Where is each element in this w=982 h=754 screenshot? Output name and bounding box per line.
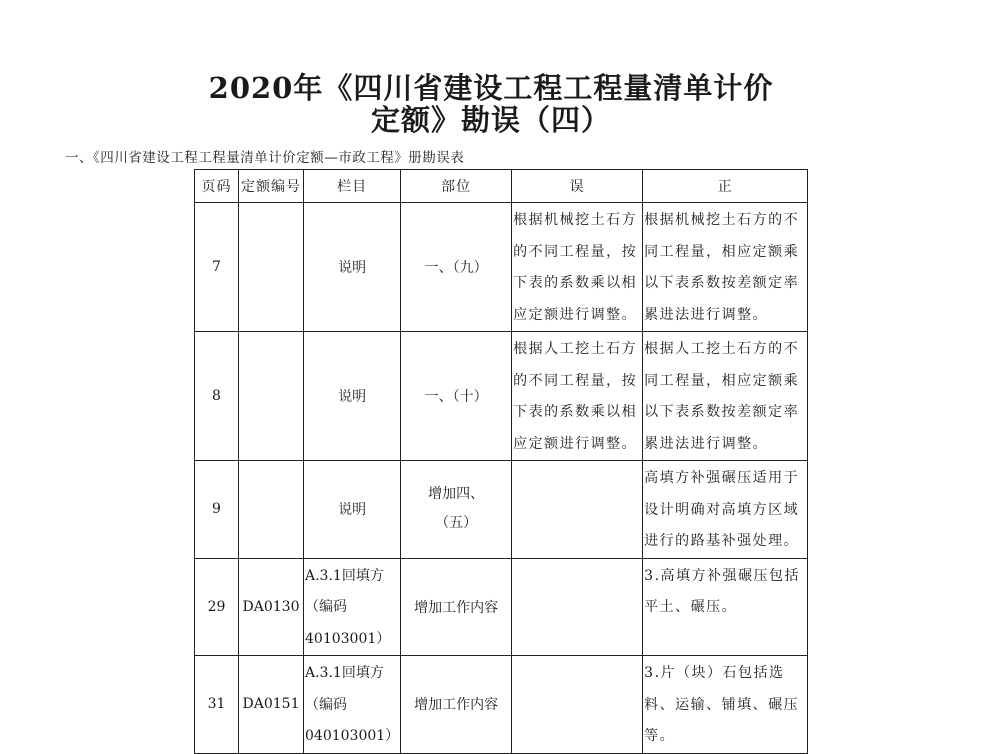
- table-header-row: [195, 170, 808, 203]
- table-row: [195, 461, 808, 559]
- document-title-line-2: 定额》勘误（四）: [370, 103, 611, 137]
- cell-page: 7: [195, 203, 239, 332]
- cell-position: 一、（十）: [401, 332, 512, 461]
- errata-table: [194, 169, 808, 754]
- cell-right: [643, 656, 808, 754]
- header-wrong: 误: [512, 170, 643, 203]
- cell-right-text: 3.高填方补强碾压包括 平土、碾压。: [644, 567, 801, 615]
- header-right: 正: [643, 170, 808, 203]
- document-title-line-1: 2020年《四川省建设工程工程量清单计价: [208, 71, 774, 105]
- cell-position: 增加工作内容: [401, 558, 512, 656]
- cell-code: [239, 461, 304, 559]
- cell-code: DA0130: [239, 558, 304, 656]
- cell-wrong: [512, 332, 643, 461]
- cell-page: 31: [195, 656, 239, 754]
- cell-position: 增加工作内容: [401, 656, 512, 754]
- cell-wrong: [512, 558, 643, 656]
- cell-right: [643, 558, 808, 656]
- cell-column: A.3.1回填方 （编码 040103001）: [304, 656, 401, 754]
- cell-right-text: 高填方补强碾压适用于 设计明确对高填方区域 进行的路基补强处理。: [644, 470, 800, 549]
- cell-code: DA0151: [239, 656, 304, 754]
- cell-right: [643, 203, 808, 332]
- cell-right: [643, 332, 808, 461]
- cell-position: 一、（九）: [401, 203, 512, 332]
- cell-column: A.3.1回填方 （编码 40103001）: [304, 558, 401, 656]
- cell-page: 29: [195, 558, 239, 656]
- cell-right-text: 根据人工挖土石方的不 同工程量，相应定额乘 以下表系数按差额定率 累进法进行调整。: [644, 341, 800, 452]
- header-column: 栏目: [304, 170, 401, 203]
- cell-column: 说明: [304, 461, 401, 559]
- table-row: [195, 332, 808, 461]
- cell-right: [643, 461, 808, 559]
- header-code: 定额编号: [239, 170, 304, 203]
- section-heading: 一、《四川省建设工程工程量清单计价定额—市政工程》册勘误表: [65, 150, 465, 166]
- cell-position: 增加四、 （五）: [401, 461, 512, 559]
- cell-column: 说明: [304, 332, 401, 461]
- cell-wrong: [512, 461, 643, 559]
- table-row: [195, 656, 808, 754]
- cell-wrong-text: 根据机械挖土石方 的不同工程量，按 下表的系数乘以相 应定额进行调整。: [513, 212, 638, 323]
- cell-wrong-text: 根据人工挖土石方 的不同工程量，按 下表的系数乘以相 应定额进行调整。: [513, 341, 638, 452]
- table-row: [195, 203, 808, 332]
- header-position: 部位: [401, 170, 512, 203]
- cell-code: [239, 203, 304, 332]
- cell-right-text: 3.片（块）石包括选 料、运输、铺填、碾压 等。: [644, 665, 800, 744]
- cell-code: [239, 332, 304, 461]
- cell-page: 8: [195, 332, 239, 461]
- cell-column: 说明: [304, 203, 401, 332]
- table-row: [195, 558, 808, 656]
- cell-wrong: [512, 656, 643, 754]
- cell-page: 9: [195, 461, 239, 559]
- header-page: 页码: [195, 170, 239, 203]
- cell-right-text: 根据机械挖土石方的不 同工程量，相应定额乘 以下表系数按差额定率 累进法进行调整。: [644, 212, 800, 323]
- cell-wrong: [512, 203, 643, 332]
